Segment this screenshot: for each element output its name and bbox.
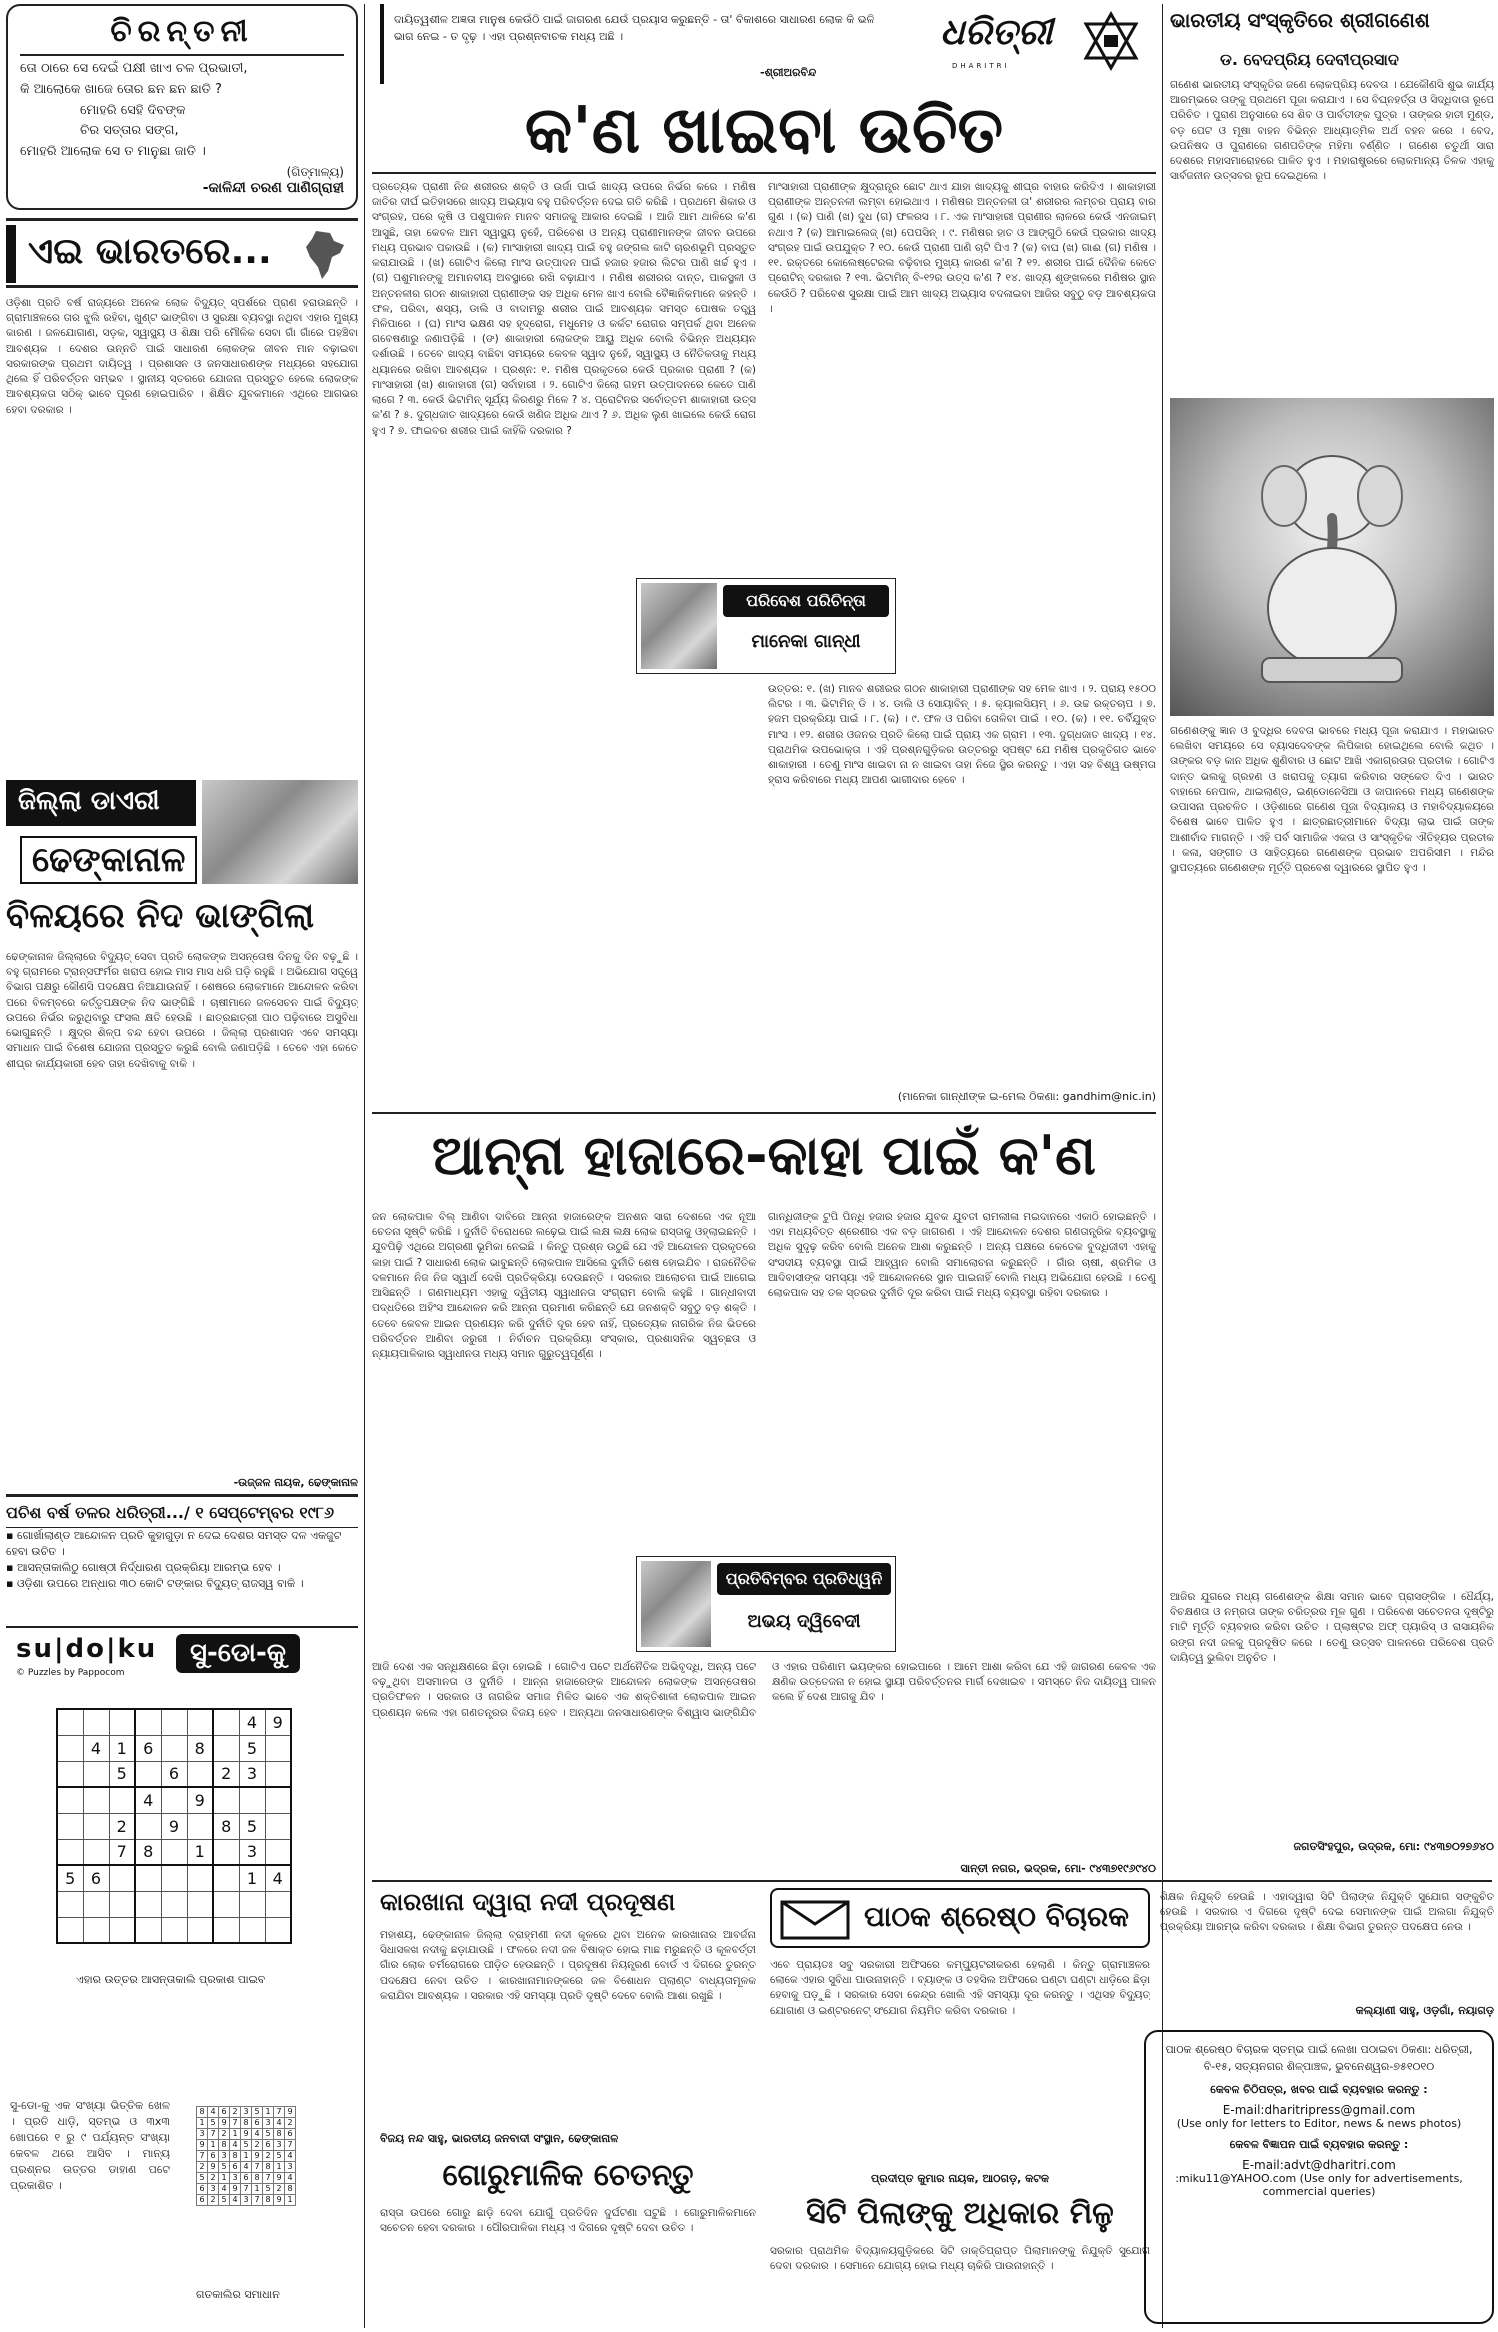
sudoku-note: ଏହାର ଉତ୍ତର ଆସନ୍ତାକାଲି ପ୍ରକାଶ ପାଇବ [76, 1973, 266, 1986]
solution-cell: 2 [208, 2173, 219, 2184]
solution-cell: 2 [263, 2151, 274, 2162]
sudoku-cell: 6 [83, 1865, 109, 1891]
solution-cell: 8 [252, 2173, 263, 2184]
solution-cell: 5 [219, 2162, 230, 2173]
sudoku-cell: 5 [239, 1813, 265, 1839]
poem-line: କି ଆଲୋକେ ଖାଜେ ତୋର ଛନ ଛନ ଛାତି ? [20, 81, 222, 97]
solution-cell: 5 [208, 2118, 219, 2129]
solution-cell: 2 [208, 2195, 219, 2206]
sudoku-cell [135, 1865, 161, 1891]
sudoku-cell [57, 1839, 83, 1865]
solution-cell: 4 [241, 2162, 252, 2173]
solution-cell: 6 [263, 2140, 274, 2151]
solution-cell: 8 [263, 2162, 274, 2173]
sudoku-cell [135, 1813, 161, 1839]
sudoku-rules: ସୁ-ଡୋ-କୁ ଏକ ସଂଖ୍ୟା ଭିତ୍ତିକ ଖେଳ । ପ୍ରତି ଧାଡ଼ି, ସ୍ତମ୍ଭ ଓ ୩x୩ ଖୋପରେ ୧ ରୁ ୯ ପର୍ଯ୍ୟନ୍ତ ସଂଖ୍ୟା କେବଳ ଥରେ ଆସିବ । ମାନ୍ୟ ପ୍ରଶ୍ନର ଉତ୍ତର ଡାହାଣ ପଟେ ପ୍ରକାଶିତ । [10, 2099, 170, 2192]
sudoku-cell: 6 [135, 1735, 161, 1761]
sudoku-cell [213, 1917, 239, 1943]
letter1-sign: ବିଜୟ ନନ୍ଦ ସାହୁ, ଭାରତୀୟ ଜନବାଦୀ ସଂସ୍ଥାନ, ଢେଙ୍କାନାଳ [380, 2132, 619, 2145]
solution-cell: 3 [219, 2151, 230, 2162]
poem-source: (ଗିତ୍ମାଳ୍ୟ) [286, 164, 344, 179]
sudoku-cell [161, 1709, 187, 1735]
section-body: ଓଡ଼ିଶା ପ୍ରତି ବର୍ଷ ରାଜ୍ୟରେ ଅନେକ ଲୋକ ବିଦ୍ୟୁତ୍ ସ୍ପର୍ଶରେ ପ୍ରାଣ ହରାଉଛନ୍ତି । ଗ୍ରାମାଞ୍ଚଳରେ ତାର ଝୁଲି ରହିବା, ଖୁଣ୍ଟ ଭାଙ୍ଗିବା ଓ ସୁରକ୍ଷା ବ୍ୟବସ୍ଥା ନଥିବା ଏହାର ମୁଖ୍ୟ କାରଣ । ଜଳଯୋଗାଣ, ସଡ଼କ, ସ୍ୱାସ୍ଥ୍ୟ ଓ ଶିକ୍ଷା ପରି ମୌଳିକ ସେବା ଗାଁ ଗାଁରେ ପହଞ୍ଚିବା ଆବଶ୍ୟକ । ଦେଶର ଉନ୍ନତି ପାଇଁ ସାଧାରଣ ଲୋକଙ୍କ ଜୀବନ ମାନ ବଢ଼ାଇବା ସରକାରଙ୍କ ପ୍ରଥମ ଦାୟିତ୍ୱ । ପ୍ରଶାସନ ଓ ଜନସାଧାରଣଙ୍କ ମଧ୍ୟରେ ସହଯୋଗ ଥିଲେ ହିଁ ପରିବର୍ତ୍ତନ ସମ୍ଭବ । ସ୍ଥାନୀୟ ସ୍ତରରେ ଯୋଜନା ପ୍ରସ୍ତୁତ ହେଲେ ଲୋକଙ୍କ ଆବଶ୍ୟକତା ସଠିକ୍ ଭାବେ ପୂରଣ ହୋଇପାରିବ । ଶିକ୍ଷିତ ଯୁବକମାନେ ଏଥିରେ ଆଗଭର ହେବା ଦରକାର । [6, 297, 358, 416]
sudoku-cell [187, 1865, 213, 1891]
right-headline: ଭାରତୀୟ ସଂସ୍କୃତିରେ ଶ୍ରୀଗଣେଶ [1170, 8, 1430, 32]
sudoku-cell [109, 1787, 135, 1813]
poem-title: ଚିରନ୍ତନୀ [110, 14, 254, 49]
sudoku-cell [83, 1813, 109, 1839]
sudoku-cell [57, 1735, 83, 1761]
solution-cell: 3 [274, 2140, 285, 2151]
solution-cell: 8 [263, 2195, 274, 2206]
envelope-icon [780, 1900, 850, 1940]
solution-cell: 3 [197, 2129, 208, 2140]
solution-cell: 1 [252, 2184, 263, 2195]
solution-cell: 6 [197, 2184, 208, 2195]
flashback-item: ▪ ଗୋର୍ଖାଲାଣ୍ଡ ଆନ୍ଦୋଳନ ପ୍ରତି କୁହାଗୁଡ଼ା ନ ଦେଇ ଦେଶର ସମସ୍ତ ଦଳ ଏକଜୁଟ ହେବା ଉଚିତ । [6, 1529, 342, 1558]
sudoku-cell [239, 1787, 265, 1813]
contact-intro: ପାଠକ ଶ୍ରେଷ୍ଠ ବିଚାରକ ସ୍ତମ୍ଭ ପାଇଁ ଲେଖା ପଠାଇବା ଠିକଣା: ଧରିତ୍ରୀ, ବି-୧୫, ସତ୍ୟନଗର ଶିଳ୍ପାଞ୍ଚଳ, ଭୁବନେଶ୍ୱର-୭୫୧୦୧୦ [1165, 2043, 1473, 2073]
dharitri-logo-tag: DHARITRI [952, 62, 1010, 70]
sudoku-cell [57, 1761, 83, 1787]
sudoku-cell-row [57, 1813, 291, 1839]
solution-cell: 7 [252, 2162, 263, 2173]
right-address: ଜଗତସିଂହପୁର, ଉଦ୍ରକ, ମୋ: ୯୪୩୭୦୨୭୬୪୦ [1293, 1840, 1494, 1853]
solution-cell: 2 [219, 2129, 230, 2140]
solution-cell: 3 [230, 2173, 241, 2184]
sudoku-cell [213, 1709, 239, 1735]
sudoku-cell [135, 1917, 161, 1943]
solution-cell-row [197, 2184, 296, 2195]
sudoku-cell [161, 1839, 187, 1865]
sudoku-cell [83, 1917, 109, 1943]
sudoku-cell [161, 1865, 187, 1891]
column-author: ମାନେକା ଗାନ୍ଧୀ [751, 631, 861, 652]
flashback-title: ପଚିଶ ବର୍ଷ ତଳର ଧରିତ୍ରୀ.../ ୧ ସେପ୍ଟେମ୍ବର ୧୯୮୬ [6, 1497, 358, 1528]
right-author: ଡ. ବେଦପ୍ରିୟ ଦେବୀପ୍ରସାଦ [1220, 50, 1399, 69]
district-photo [202, 780, 358, 884]
sudoku-cell-row [57, 1709, 291, 1735]
solution-cell-row [197, 2162, 296, 2173]
solution-cell: 3 [241, 2107, 252, 2118]
solution-cell: 1 [274, 2162, 285, 2173]
main-body-col2: ମାଂସାହାରୀ ପ୍ରାଣୀଙ୍କ କ୍ଷୁଦ୍ରାନ୍ତ୍ର ଛୋଟ ଥାଏ ଯାହା ଖାଦ୍ୟକୁ ଶୀଘ୍ର ବାହାର କରିଦିଏ । ଶାକାହାରୀ ପ୍ରାଣୀଙ୍କ ଅନ୍ତନଳୀ ଲମ୍ବା ହୋଇଥାଏ । ମଣିଷର ଅନ୍ତନଳୀ ତା' ଶରୀରର ଲମ୍ବର ପ୍ରାୟ ବାର ଗୁଣ । (କ) ପାଣି (ଖ) ଦୁଧ (ଗ) ଫଳରସ । ୮. ଏକ ମାଂସାହାରୀ ପ୍ରାଣୀର ଲାଳରେ କେଉଁ ଏନଜାଇମ୍ ନଥାଏ ? (କ) ଆମାଇଲେଜ୍ (ଖ) ପେପସିନ୍ । ୯. ମଣିଷର ହାତ ଓ ଆଙ୍ଗୁଠି କେଉଁ ପ୍ରକାର ଖାଦ୍ୟ ସଂଗ୍ରହ ପାଇଁ ଉପଯୁକ୍ତ ? ୧୦. କେଉଁ ପ୍ରାଣୀ ପାଣି ଚାଟି ପିଏ ? (କ) ବାଘ (ଖ) ଗାଈ (ଗ) ମଣିଷ । ୧୧. ରକ୍ତରେ କୋଲେଷ୍ଟେରଲ ବଢ଼ିବାର ମୁଖ୍ୟ କାରଣ କ'ଣ ? ୧୨. ଶରୀର ପାଇଁ ଦୈନିକ କେତେ ପ୍ରୋଟିନ୍ ଦରକାର ? ୧୩. ଭିଟାମିନ୍ ବି-୧୨ର ଉତ୍ସ କ'ଣ ? ୧୪. ଖାଦ୍ୟ ଶୃଙ୍ଖଳରେ ମଣିଷର ସ୍ଥାନ କେଉଁଠି ? ପରିବେଶ ସୁରକ୍ଷା ପାଇଁ ଆମ ଖାଦ୍ୟ ଅଭ୍ୟାସ ବଦଳାଇବା ଆଜିର ସବୁଠୁ ବଡ଼ ଆବଶ୍ୟକତା । [768, 181, 1156, 315]
sudoku-cell: 1 [187, 1839, 213, 1865]
sudoku-cell [187, 1761, 213, 1787]
sudoku-cell: 9 [265, 1709, 291, 1735]
solution-cell: 5 [263, 2129, 274, 2140]
sudoku-cell [135, 1709, 161, 1735]
solution-cell-row [197, 2140, 296, 2151]
sudoku-cell: 3 [239, 1761, 265, 1787]
solution-cell: 9 [285, 2107, 296, 2118]
solution-cell: 2 [252, 2140, 263, 2151]
sudoku-cell [109, 1891, 135, 1917]
solution-cell: 4 [208, 2107, 219, 2118]
sudoku-cell: 5 [239, 1735, 265, 1761]
contact-email3[interactable]: :miku11@YAHOO.com (Use only for advertisements, commercial queries) [1175, 2172, 1463, 2198]
sudoku-cell: 9 [161, 1813, 187, 1839]
sudoku-cell [57, 1813, 83, 1839]
sudoku-cell [265, 1839, 291, 1865]
solution-cell: 5 [252, 2107, 263, 2118]
solution-cell: 2 [230, 2107, 241, 2118]
sudoku-cell: 5 [109, 1761, 135, 1787]
solution-cell: 2 [285, 2118, 296, 2129]
sudoku-cell [83, 1709, 109, 1735]
notice-body: ଶିକ୍ଷକ ନିଯୁକ୍ତି ହେଉଛି । ଏହାଦ୍ୱାରା ସିଟି ପିଲାଙ୍କ ନିଯୁକ୍ତି ସୁଯୋଗ ସଙ୍କୁଚିତ ହେଉଛି । ସରକାର ଏ ଦିଗରେ ଦୃଷ୍ଟି ଦେଇ ସେମାନଙ୍କ ପାଇଁ ଅଲଗା ନିଯୁକ୍ତି ପ୍ରକ୍ରିୟା ଆରମ୍ଭ କରିବା ଦରକାର । ଶିକ୍ଷା ବିଭାଗ ତୁରନ୍ତ ପଦକ୍ଷେପ ନେଉ । [1160, 1891, 1494, 1934]
sudoku-cell-row [57, 1917, 291, 1943]
sudoku-cell [187, 1813, 213, 1839]
solution-cell: 7 [208, 2129, 219, 2140]
solution-cell: 8 [274, 2129, 285, 2140]
sudoku-cell: 4 [83, 1735, 109, 1761]
solution-cell: 4 [274, 2118, 285, 2129]
sudoku-title: ସୁ-ଡୋ-କୁ [176, 1634, 300, 1673]
sudoku-grid [56, 1708, 292, 1944]
solution-cell-row [197, 2129, 296, 2140]
sudoku-cell [161, 1735, 187, 1761]
sudoku-cell [213, 1839, 239, 1865]
solution-cell: 6 [241, 2173, 252, 2184]
solution-cell: 9 [197, 2140, 208, 2151]
flashback-item: ▪ ଆସନ୍ତାକାଲିଠୁ ଗୋଷ୍ଠୀ ନିର୍ଦ୍ଧାରଣ ପ୍ରକ୍ରିୟା ଆରମ୍ଭ ହେବ । [6, 1560, 281, 1574]
sudoku-cell [265, 1917, 291, 1943]
solution-cell: 8 [285, 2184, 296, 2195]
main-body-col3: ଉତ୍ତର: ୧. (ଖ) ମାନବ ଶରୀରର ଗଠନ ଶାକାହାରୀ ପ୍ରାଣୀଙ୍କ ସହ ମେଳ ଖାଏ । ୨. ପ୍ରାୟ ୧୫୦୦ ଲିଟର । ୩. ଭିଟାମିନ୍ ଡି । ୪. ଡାଲି ଓ ସୋୟାବିନ୍ । ୫. କ୍ୟାଲସିୟମ୍ । ୬. ଉଚ୍ଚ ରକ୍ତଚାପ । ୭. ହଜମ ପ୍ରକ୍ରିୟା ପାଇଁ । ୮. (କ) । ୯. ଫଳ ଓ ପରିବା ତୋଳିବା ପାଇଁ । ୧୦. (କ) । ୧୧. ଚର୍ବିଯୁକ୍ତ ମାଂସ । ୧୨. ଶରୀର ଓଜନର ପ୍ରତି କିଲୋ ପାଇଁ ପ୍ରାୟ ଏକ ଗ୍ରାମ । ୧୩. ଦୁଗ୍ଧଜାତ ଖାଦ୍ୟ । ୧୪. ପ୍ରାଥମିକ ଉପଭୋକ୍ତା । ଏହି ପ୍ରଶ୍ନଗୁଡ଼ିକର ଉତ୍ତରରୁ ସ୍ପଷ୍ଟ ଯେ ମଣିଷ ପ୍ରକୃତିଗତ ଭାବେ ଶାକାହାରୀ । ତେଣୁ ମାଂସ ଖାଇବା ନା ନ ଖାଇବା ତାହା ନିଜେ ସ୍ଥିର କରନ୍ତୁ । ଏହା ସହ ବିଶ୍ୱ ଉଷ୍ମତା ହ୍ରାସ କରିବାରେ ମଧ୍ୟ ଆପଣ ଭାଗୀଦାର ହେବେ । [768, 683, 1156, 787]
sudoku-cell [239, 1917, 265, 1943]
letter1-title: କାରଖାନା ଦ୍ୱାରା ନଦୀ ପ୍ରଦୂଷଣ [380, 1888, 676, 1916]
sudoku-cell [83, 1787, 109, 1813]
solution-cell: 9 [252, 2151, 263, 2162]
poem-line: ତୋ ଠାରେ ସେ ଦେଇଁ ପକ୍ଷୀ ଖାଏ ଚଳ ପ୍ରଭାତୀ, [20, 61, 248, 76]
district-byline: -ଉଜ୍ଜଳ ନାୟକ, ଢେଙ୍କାନାଳ [233, 1476, 358, 1489]
solution-cell: 5 [274, 2151, 285, 2162]
sudoku-cell: 4 [135, 1787, 161, 1813]
ganesha-image [1170, 398, 1494, 716]
solution-cell: 5 [263, 2184, 274, 2195]
column-author-box [636, 578, 896, 674]
solution-cell-row [197, 2195, 296, 2206]
solution-cell: 4 [252, 2129, 263, 2140]
solution-cell: 9 [208, 2162, 219, 2173]
contact-note2: (Use only for letters to Editor, news & news photos) [1176, 2117, 1462, 2130]
sudoku-cell: 6 [161, 1761, 187, 1787]
solution-cell: 1 [219, 2173, 230, 2184]
india-map-icon [296, 227, 352, 283]
letters-banner [770, 1888, 1150, 1948]
second-body-col1: ଜନ ଲୋକପାଳ ବିଲ୍ ଆଣିବା ଦାବିରେ ଆନ୍ନା ହାଜାରେଙ୍କ ଅନଶନ ସାରା ଦେଶରେ ଏକ ନୂଆ ଚେତନା ସୃଷ୍ଟି କରିଛି । ଦୁର୍ନୀତି ବିରୋଧରେ ଲଢ଼େଇ ପାଇଁ ଲକ୍ଷ ଲକ୍ଷ ଲୋକ ରାସ୍ତାକୁ ଓହ୍ଲାଇଛନ୍ତି । ଯୁବପିଢ଼ି ଏଥିରେ ଅଗ୍ରଣୀ ଭୂମିକା ନେଇଛି । କିନ୍ତୁ ପ୍ରଶ୍ନ ଉଠୁଛି ଯେ ଏହି ଆନ୍ଦୋଳନ ପ୍ରକୃତରେ କାହା ପାଇଁ ? ସାଧାରଣ ଲୋକ ଭାବୁଛନ୍ତି ଲୋକପାଳ ଆସିଲେ ଦୁର୍ନୀତି ଶେଷ ହୋଇଯିବ । ରାଜନୈତିକ ଦଳମାନେ ନିଜ ନିଜ ସ୍ୱାର୍ଥ ଦେଖି ପ୍ରତିକ୍ରିୟା ଦେଉଛନ୍ତି । ସରକାର ଆଲୋଚନା ପାଇଁ ଆଗେଇ ଆସିଛନ୍ତି । ଗଣମାଧ୍ୟମ ଏହାକୁ ଦ୍ୱିତୀୟ ସ୍ୱାଧୀନତା ସଂଗ୍ରାମ ବୋଲି କହୁଛି । ଗାନ୍ଧୀବାଦୀ ପଦ୍ଧତିରେ ଅହିଂସ ଆନ୍ଦୋଳନ କରି ଆନ୍ନା ପ୍ରମାଣ କରିଛନ୍ତି ଯେ ଜନଶକ୍ତି ସବୁଠୁ ବଡ଼ ଶକ୍ତି । ତେବେ କେବଳ ଆଇନ ପ୍ରଣୟନ କରି ଦୁର୍ନୀତି ଦୂର ହେବ ନାହିଁ, ପ୍ରତ୍ୟେକ ନାଗରିକ ନିଜ ଭିତରେ ପରିବର୍ତ୍ତନ ଆଣିବା ଜରୁରୀ । ନିର୍ବାଚନ ପ୍ରକ୍ରିୟା ସଂସ୍କାର, ପ୍ରଶାସନିକ ସ୍ୱଚ୍ଛତା ଓ ନ୍ୟାୟପାଳିକାର ସ୍ୱାଧୀନତା ମଧ୍ୟ ସମାନ ଗୁରୁତ୍ୱପୂର୍ଣ୍ଣ । [372, 1211, 756, 1360]
solution-cell: 2 [197, 2162, 208, 2173]
previous-solution-label: ଗତକାଲିର ସମାଧାନ [196, 2288, 280, 2301]
letter3-sign: ପ୍ରଦୀପ୍ତ କୁମାର ନାୟକ, ଆଠଗଡ଼, କଟକ [871, 2172, 1049, 2185]
masthead-quote-author: -ଶ୍ରୀଅରବିନ୍ଦ [760, 66, 817, 79]
poem-box [6, 4, 358, 210]
sudoku-cell: 7 [109, 1839, 135, 1865]
column-label: ପରିବେଶ ପରିଚିନ୍ତା [723, 585, 889, 617]
sudoku-cell: 8 [135, 1839, 161, 1865]
sudoku-cell: 1 [239, 1865, 265, 1891]
flashback-item: ▪ ଓଡ଼ିଶା ଉପରେ ଅନ୍ଧାର ୩୦ କୋଟି ଟଙ୍କାର ବିଦ୍ୟୁତ୍ ରାଜସ୍ୱ ବାକି । [6, 1576, 304, 1590]
solution-cell-row [197, 2107, 296, 2118]
sudoku-cell: 4 [265, 1865, 291, 1891]
star-emblem-icon [1080, 10, 1142, 72]
poem-line: ମୋହରି ଆଲୋକ ସେ ତ ମାନୁଛା ଜାତି । [20, 144, 206, 160]
letter4-body: ସରକାର ପ୍ରାଥମିକ ବିଦ୍ୟାଳୟଗୁଡ଼ିକରେ ସିଟି ଡାକ୍ତିପ୍ରାପ୍ତ ପିଲାମାନଙ୍କୁ ନିଯୁକ୍ତି ସୁଯୋଗ ଦେବା ଦରକାର । ସେମାନେ ଯୋଗ୍ୟ ହୋଇ ମଧ୍ୟ ଚାକିରି ପାଉନାହାନ୍ତି । [770, 2245, 1150, 2273]
letter3-body: ଏବେ ପ୍ରାୟତଃ ସବୁ ସରକାରୀ ଅଫିସରେ କମ୍ପ୍ୟୁଟରୀକରଣ ହେଲାଣି । କିନ୍ତୁ ଗ୍ରାମାଞ୍ଚଳର ଲୋକେ ଏହାର ସୁବିଧା ପାଉନାହାନ୍ତି । ବ୍ୟାଙ୍କ ଓ ତହସିଲ ଅଫିସରେ ଘଣ୍ଟା ଘଣ୍ଟା ଧାଡ଼ିରେ ଛିଡ଼ା ହେବାକୁ ପଡ଼ୁଛି । ସରକାର ସେବା କେନ୍ଦ୍ର ଖୋଲି ଏହି ସମସ୍ୟା ଦୂର କରନ୍ତୁ । ଏଥିସହ ବିଦ୍ୟୁତ୍ ଯୋଗାଣ ଓ ଇଣ୍ଟରନେଟ୍ ସଂଯୋଗ ନିୟମିତ କରିବା ଦରକାର । [770, 1959, 1150, 2017]
column2-author-box [636, 1556, 896, 1652]
solution-cell: 1 [208, 2140, 219, 2151]
sudoku-cell: 2 [213, 1761, 239, 1787]
solution-cell: 7 [230, 2118, 241, 2129]
author2-photo [641, 1561, 711, 1647]
solution-cell: 6 [285, 2129, 296, 2140]
column-email: (ମାନେକା ଗାନ୍ଧୀଙ୍କ ଇ-ମେଲ ଠିକଣା: gandhim@nic.in) [897, 1090, 1156, 1103]
sudoku-credit: © Puzzles by Pappocom [16, 1668, 125, 1678]
poem-lines [20, 59, 344, 163]
poem-line: ମୋହରି ସେହି ଦିବଙ୍କ [80, 102, 186, 118]
sudoku-cell: 2 [109, 1813, 135, 1839]
sudoku-cell [187, 1891, 213, 1917]
sudoku-cell [161, 1891, 187, 1917]
poem-line: ଚିର ସତ୍ତାର ସଙ୍ଗ, [80, 123, 179, 139]
sudoku-cell [57, 1787, 83, 1813]
masthead [380, 4, 1150, 92]
sudoku-cell [109, 1709, 135, 1735]
letter1-body: ମହାଶୟ, ଢେଙ୍କାନାଳ ଜିଲ୍ଲା ବ୍ରାହ୍ମଣୀ ନଦୀ କୂଳରେ ଥିବା ଅନେକ କାରଖାନାର ଆବର୍ଜନା ସିଧାସଳଖ ନଦୀକୁ ଛଡ଼ାଯାଉଛି । ଫଳରେ ନଦୀ ଜଳ ବିଷାକ୍ତ ହୋଇ ମାଛ ମରୁଛନ୍ତି ଓ କୂଳବର୍ତ୍ତୀ ଗାଁର ଲୋକ ଚର୍ମରୋଗରେ ପୀଡ଼ିତ ହେଉଛନ୍ତି । ପ୍ରଦୂଷଣ ନିୟନ୍ତ୍ରଣ ବୋର୍ଡ ଏ ଦିଗରେ ତୁରନ୍ତ ପଦକ୍ଷେପ ନେବା ଉଚିତ । କାରଖାନାମାନଙ୍କରେ ଜଳ ବିଶୋଧନ ପ୍ଲାଣ୍ଟ ବାଧ୍ୟତାମୂଳକ କରାଯିବା ଆବଶ୍ୟକ । ସରକାର ଏହି ସମସ୍ୟା ପ୍ରତି ଦୃଷ୍ଟି ଦେବେ ବୋଲି ଆଶା ରଖୁଛି । [380, 1929, 756, 2002]
flashback-box [6, 1494, 358, 1618]
solution-cell: 3 [208, 2184, 219, 2195]
sudoku-cell [83, 1891, 109, 1917]
sudoku-cell-row [57, 1839, 291, 1865]
solution-cell: 7 [285, 2140, 296, 2151]
solution-cell: 6 [219, 2107, 230, 2118]
poem-author: -କାଳିନ୍ଦୀ ଚରଣ ପାଣିଗ୍ରାହୀ [202, 179, 344, 196]
solution-cell: 3 [285, 2162, 296, 2173]
solution-cell: 3 [263, 2118, 274, 2129]
sudoku-cell [265, 1735, 291, 1761]
dharitri-logo: ଧରିତ୍ରୀ [940, 12, 1053, 53]
sudoku-cell [187, 1709, 213, 1735]
district-body: ଢେଙ୍କାନାଳ ଜିଲ୍ଲାରେ ବିଦ୍ୟୁତ୍ ସେବା ପ୍ରତି ଲୋକଙ୍କ ଅସନ୍ତୋଷ ଦିନକୁ ଦିନ ବଢ଼ୁଛି । ବହୁ ଗ୍ରାମରେ ଟ୍ରାନ୍ସଫର୍ମର ଖରାପ ହୋଇ ମାସ ମାସ ଧରି ପଡ଼ି ରହୁଛି । ଅଭିଯୋଗ ସତ୍ତ୍ୱେ ବିଭାଗ ପକ୍ଷରୁ କୌଣସି ପଦକ୍ଷେପ ନିଆଯାଉନାହିଁ । ଶେଷରେ ଲୋକମାନେ ଆନ୍ଦୋଳନ କରିବା ପରେ ବିଳମ୍ବରେ କର୍ତ୍ତୃପକ୍ଷଙ୍କ ନିଦ ଭାଙ୍ଗିଛି । ଚାଷୀମାନେ ଜଳସେଚନ ପାଇଁ ବିଦ୍ୟୁତ୍ ଉପରେ ନିର୍ଭର କରୁଥିବାରୁ ଫସଲ କ୍ଷତି ହେଉଛି । ଛାତ୍ରଛାତ୍ରୀ ପାଠ ପଢ଼ିବାରେ ଅସୁବିଧା ଭୋଗୁଛନ୍ତି । କ୍ଷୁଦ୍ର ଶିଳ୍ପ ବନ୍ଦ ହେବା ଉପରେ । ଜିଲ୍ଲା ପ୍ରଶାସନ ଏବେ ସମସ୍ୟା ସମାଧାନ ପାଇଁ ବିଶେଷ ଯୋଜନା ପ୍ରସ୍ତୁତ କରୁଛି ବୋଲି ଜଣାପଡ଼ିଛି । ତେବେ ଏହା କେତେ ଶୀଘ୍ର କାର୍ଯ୍ୟକାରୀ ହେବ ତାହା ଦେଖିବାକୁ ବାକି । [6, 951, 358, 1070]
sudoku-cell [83, 1761, 109, 1787]
sudoku-cell-row [57, 1761, 291, 1787]
sudoku-cell [161, 1787, 187, 1813]
solution-cell: 4 [285, 2151, 296, 2162]
contact-box [1144, 2030, 1494, 2324]
solution-cell: 8 [219, 2140, 230, 2151]
sudoku-cell [265, 1813, 291, 1839]
sudoku-cell [57, 1891, 83, 1917]
section-banner: ଏଇ ଭାରତରେ... [28, 231, 272, 272]
solution-cell: 6 [230, 2162, 241, 2173]
main-body-col1: ପ୍ରତ୍ୟେକ ପ୍ରାଣୀ ନିଜ ଶରୀରର ଶକ୍ତି ଓ ଉର୍ଜା ପାଇଁ ଖାଦ୍ୟ ଉପରେ ନିର୍ଭର କରେ । ମଣିଷ ଜାତିର ଦୀର୍ଘ ଇତିହାସରେ ଖାଦ୍ୟ ଅଭ୍ୟାସ ବହୁ ପରିବର୍ତ୍ତନ ଦେଇ ଗତି କରିଛି । ପ୍ରଥମେ ଶିକାର ଓ ସଂଗ୍ରହ, ପରେ କୃଷି ଓ ପଶୁପାଳନ ମାନବ ସମାଜକୁ ଆକାର ଦେଇଛି । ଆଜି ଆମ ଥାଳିରେ କ'ଣ ଆସୁଛି, ତାହା କେବଳ ଆମ ସ୍ୱାସ୍ଥ୍ୟ ନୁହେଁ, ପରିବେଶ ଓ ଅନ୍ୟ ପ୍ରାଣୀମାନଙ୍କ ଜୀବନ ଉପରେ ମଧ୍ୟ ପ୍ରଭାବ ପକାଉଛି । (କ) ମାଂସାହାରୀ ଖାଦ୍ୟ ପାଇଁ ବହୁ ଜଙ୍ଗଲ କାଟି ଚାରଣଭୂମି ପ୍ରସ୍ତୁତ କରାଯାଉଛି । (ଖ) ଗୋଟିଏ କିଲୋ ମାଂସ ଉତ୍ପାଦନ ପାଇଁ ହଜାର ହଜାର ଲିଟର ପାଣି ଖର୍ଚ୍ଚ ହୁଏ । (ଗ) ପଶୁମାନଙ୍କୁ ଅମାନବୀୟ ଅବସ୍ଥାରେ ରଖି ବଢ଼ାଯାଏ । ମଣିଷ ଶରୀରର ଦାନ୍ତ, ପାକସ୍ଥଳୀ ଓ ଅନ୍ତନଳୀର ଗଠନ ଶାକାହାରୀ ପ୍ରାଣୀଙ୍କ ସହ ଅଧିକ ମେଳ ଖାଏ ବୋଲି ବୈଜ୍ଞାନିକମାନେ କହନ୍ତି । ଫଳ, ପରିବା, ଶସ୍ୟ, ଡାଲି ଓ ବାଦାମରୁ ଶରୀର ପାଇଁ ଆବଶ୍ୟକ ସମସ୍ତ ପୋଷକ ତତ୍ତ୍ୱ ମିଳିପାରେ । (ଘ) ମାଂସ ଭକ୍ଷଣ ସହ ହୃଦ୍‌ରୋଗ, ମଧୁମେହ ଓ କର୍କଟ ରୋଗର ସମ୍ପର୍କ ଥିବା ଅନେକ ଗବେଷଣାରୁ ଜଣାପଡ଼ିଛି । (ଙ) ଶାକାହାରୀ ଲୋକଙ୍କ ଆୟୁ ଅଧିକ ବୋଲି ବିଭିନ୍ନ ଅଧ୍ୟୟନ ଦର୍ଶାଉଛି । ତେବେ ଖାଦ୍ୟ ବାଛିବା ସମୟରେ କେବଳ ସ୍ୱାଦ ନୁହେଁ, ସ୍ୱାସ୍ଥ୍ୟ ଓ ନୈତିକତାକୁ ମଧ୍ୟ ଧ୍ୟାନରେ ରଖିବା ଆବଶ୍ୟକ । ପ୍ରଶ୍ନ: ୧. ମଣିଷ ପ୍ରକୃତରେ କେଉଁ ପ୍ରକାର ପ୍ରାଣୀ ? (କ) ମାଂସାହାରୀ (ଖ) ଶାକାହାରୀ (ଗ) ସର୍ବାହାରୀ । ୨. ଗୋଟିଏ କିଲୋ ଗହମ ଉତ୍ପାଦନରେ କେତେ ପାଣି ଲାଗେ ? ୩. କେଉଁ ଭିଟାମିନ୍ ସୂର୍ଯ୍ୟ କିରଣରୁ ମିଳେ ? ୪. ପ୍ରୋଟିନର ସର୍ବୋତ୍ତମ ଶାକାହାରୀ ଉତ୍ସ କ'ଣ ? ୫. ଦୁଗ୍ଧଜାତ ଖାଦ୍ୟରେ କେଉଁ ଖଣିଜ ଅଧିକ ଥାଏ ? ୬. ଅଧିକ ଲୁଣ ଖାଇଲେ କେଉଁ ରୋଗ ହୁଏ ? ୭. ଫାଇବର ଶରୀର ପାଇଁ କାହିଁକି ଦରକାର ? [372, 181, 756, 437]
district-diary [6, 780, 358, 890]
solution-cell: 5 [241, 2140, 252, 2151]
solution-cell: 9 [219, 2118, 230, 2129]
solution-cell: 1 [230, 2129, 241, 2140]
solution-cell: 1 [285, 2195, 296, 2206]
sudoku-cell-row [57, 1735, 291, 1761]
letters-banner-text: ପାଠକ ଶ୍ରେଷ୍ଠ ବିଚାରକ [864, 1900, 1129, 1933]
sudoku-cell [57, 1917, 83, 1943]
solution-cell: 6 [208, 2151, 219, 2162]
sudoku-logo: su|do|ku [16, 1634, 158, 1664]
sudoku-cell [109, 1917, 135, 1943]
contact-note3: କେବଳ ବିଜ୍ଞାପନ ପାଇଁ ବ୍ୟବହାର କରନ୍ତୁ : [1229, 2138, 1409, 2151]
solution-cell: 7 [197, 2151, 208, 2162]
sudoku-cell: 5 [57, 1865, 83, 1891]
solution-cell: 8 [230, 2151, 241, 2162]
sudoku-cell [265, 1761, 291, 1787]
second-address: ସାନ୍ତୀ ନଗର, ଭଦ୍ରକ, ମୋ- ୯୪୩୭୧୯୬୯୪୦ [960, 1862, 1156, 1875]
solution-cell-row [197, 2151, 296, 2162]
solution-cell: 5 [219, 2195, 230, 2206]
solution-cell: 7 [241, 2184, 252, 2195]
sudoku-cell [213, 1891, 239, 1917]
solution-cell: 4 [230, 2195, 241, 2206]
solution-cell: 5 [197, 2173, 208, 2184]
sudoku-cell [213, 1787, 239, 1813]
sudoku-cell [239, 1891, 265, 1917]
main-headline: କ'ଣ ଖାଇବା ଉଚିତ [524, 94, 1004, 168]
second-body-col2: ଗାନ୍ଧିଜୀଙ୍କ ଟୁପି ପିନ୍ଧି ହଜାର ହଜାର ଯୁବକ ଯୁବତୀ ରାମଲୀଳା ମଇଦାନରେ ଏକାଠି ହୋଇଛନ୍ତି । ଏହା ମଧ୍ୟବିତ୍ତ ଶ୍ରେଣୀର ଏକ ବଡ଼ ଜାଗରଣ । ଏହି ଆନ୍ଦୋଳନ ଦେଶର ଗଣତାନ୍ତ୍ରିକ ବ୍ୟବସ୍ଥାକୁ ଅଧିକ ସୁଦୃଢ଼ କରିବ ବୋଲି ଅନେକ ଆଶା କରୁଛନ୍ତି । ଅନ୍ୟ ପକ୍ଷରେ କେତେକ ବୁଦ୍ଧିଜୀବୀ ଏହାକୁ ସଂସଦୀୟ ବ୍ୟବସ୍ଥା ପାଇଁ ଆହ୍ୱାନ ବୋଲି ସମାଲୋଚନା କରୁଛନ୍ତି । ଗାଁର ଚାଷୀ, ଶ୍ରମିକ ଓ ଆଦିବାସୀଙ୍କ ସମସ୍ୟା ଏହି ଆନ୍ଦୋଳନରେ ସ୍ଥାନ ପାଇନାହିଁ ବୋଲି ମଧ୍ୟ ଅଭିଯୋଗ ହେଉଛି । ତେଣୁ ଲୋକପାଳ ସହ ତଳ ସ୍ତରର ଦୁର୍ନୀତି ଦୂର କରିବା ପାଇଁ ମଧ୍ୟ ବ୍ୟବସ୍ଥା ରହିବା ଦରକାର । [768, 1211, 1156, 1300]
flashback-item-text: ଓଡ଼ିଶା ଉପରେ ଅନ୍ଧାର ୩୦ କୋଟି ଟଙ୍କାର ବିଦ୍ୟୁତ୍ ରାଜସ୍ୱ ବାକି । [16, 1576, 304, 1590]
sudoku-section [6, 1626, 358, 2326]
flashback-item-text: ଆସନ୍ତାକାଲିଠୁ ଗୋଷ୍ଠୀ ନିର୍ଦ୍ଧାରଣ ପ୍ରକ୍ରିୟା ଆରମ୍ଭ ହେବ । [16, 1560, 281, 1574]
solution-cell: 9 [274, 2173, 285, 2184]
solution-cell: 4 [219, 2184, 230, 2195]
solution-cell: 7 [274, 2107, 285, 2118]
letter2-title: ଗୋରୁମାଳିକ ଚେତନ୍ତୁ [442, 2158, 694, 2193]
second-body-col3: ଆଜି ଦେଶ ଏକ ସନ୍ଧିକ୍ଷଣରେ ଛିଡ଼ା ହୋଇଛି । ଗୋଟିଏ ପଟେ ଅର୍ଥନୈତିକ ଅଭିବୃଦ୍ଧି, ଅନ୍ୟ ପଟେ ବଢ଼ୁଥିବା ଅସମାନତା ଓ ଦୁର୍ନୀତି । ଆନ୍ନା ହାଜାରେଙ୍କ ଆନ୍ଦୋଳନ ଲୋକଙ୍କ ଅସନ୍ତୋଷର ପ୍ରତିଫଳନ । ସରକାର ଓ ନାଗରିକ ସମାଜ ମିଳିତ ଭାବେ ଏକ ଶକ୍ତିଶାଳୀ ଲୋକପାଳ ଆଇନ ପ୍ରଣୟନ କଲେ ଏହା ଗଣତନ୍ତ୍ରର ବିଜୟ ହେବ । ଅନ୍ୟଥା ଜନସାଧାରଣଙ୍କ ବିଶ୍ୱାସ ଭାଙ୍ଗିଯିବ ଓ ଏହାର ପରିଣାମ ଭୟଙ୍କର ହୋଇପାରେ । ଆମେ ଆଶା କରିବା ଯେ ଏହି ଜାଗରଣ କେବଳ ଏକ କ୍ଷଣିକ ଉତ୍ତେଜନା ନ ହୋଇ ସ୍ଥାୟୀ ପରିବର୍ତ୍ତନର ମାର୍ଗ ଦେଖାଇବ । ସମସ୍ତେ ନିଜ ଦାୟିତ୍ୱ ପାଳନ କଲେ ହିଁ ଦେଶ ଆଗକୁ ଯିବ । [372, 1661, 1156, 1719]
district-headline: ବିଳୟରେ ନିଦ ଭାଙ୍ଗିଲା [6, 896, 315, 936]
previous-solution-grid [196, 2106, 296, 2206]
solution-cell: 4 [285, 2173, 296, 2184]
author-photo [641, 583, 717, 669]
sudoku-cell [57, 1709, 83, 1735]
masthead-quote: ଦାୟିତ୍ୱଶୀଳ ଅଜ୍ଞତା ମାନୁଷ କେଉଁଠି ପାଇଁ ଜାଗରଣ ଯେଉଁ ପ୍ରୟାସ କରୁଛନ୍ତି - ତା' ବିକାଶରେ ସାଧାରଣ ଲୋକ କି ଭଳି ଭାଗ ନେଇ - ତ ଦୃଢ଼ । ଏହା ପ୍ରଶ୍ନବାଚକ ମଧ୍ୟ ଅଛି । [394, 13, 875, 43]
contact-email2[interactable]: E-mail:advt@dharitri.com [1242, 2158, 1396, 2172]
sudoku-cell [187, 1917, 213, 1943]
notice-sign: କଲ୍ୟାଣୀ ସାହୁ, ଓଡ଼ଗାଁ, ନୟାଗଡ଼ [1355, 2004, 1494, 2017]
ganesha-figure-icon [1232, 438, 1432, 688]
sudoku-cell-row [57, 1891, 291, 1917]
district-label: ଜିଲ୍ଲା ଡାଏରୀ [18, 786, 160, 816]
sudoku-cell-row [57, 1787, 291, 1813]
solution-cell: 1 [263, 2107, 274, 2118]
solution-cell-row [197, 2118, 296, 2129]
solution-cell: 9 [274, 2195, 285, 2206]
sudoku-cell: 9 [187, 1787, 213, 1813]
solution-cell-row [197, 2173, 296, 2184]
sudoku-cell [83, 1839, 109, 1865]
column2-author: ଅଭୟ ଦ୍ୱିବେଦୀ [747, 1611, 861, 1632]
solution-cell: 9 [230, 2184, 241, 2195]
sudoku-cell [213, 1735, 239, 1761]
column2-label: ପ୍ରତିବିମ୍ବର ପ୍ରତିଧ୍ୱନି [717, 1563, 891, 1595]
solution-cell: 4 [230, 2140, 241, 2151]
solution-cell: 1 [197, 2118, 208, 2129]
sudoku-cell [213, 1865, 239, 1891]
letter4-title: ସିଟି ପିଲାଙ୍କୁ ଅଧିକାର ମିଳୁ [806, 2196, 1114, 2231]
sudoku-cell [135, 1891, 161, 1917]
sudoku-cell: 8 [187, 1735, 213, 1761]
sudoku-cell: 1 [109, 1735, 135, 1761]
sudoku-cell: 3 [239, 1839, 265, 1865]
sudoku-cell [161, 1917, 187, 1943]
sudoku-cell [265, 1891, 291, 1917]
contact-note1: କେବଳ ଚିଠିପତ୍ର, ଖବର ପାଇଁ ବ୍ୟବହାର କରନ୍ତୁ : [1210, 2083, 1428, 2096]
sudoku-cell: 8 [213, 1813, 239, 1839]
sudoku-cell [109, 1865, 135, 1891]
flashback-item-text: ଗୋର୍ଖାଲାଣ୍ଡ ଆନ୍ଦୋଳନ ପ୍ରତି କୁହାଗୁଡ଼ା ନ ଦେଇ ଦେଶର ସମସ୍ତ ଦଳ ଏକଜୁଟ ହେବା ଉଚିତ । [6, 1529, 342, 1558]
solution-cell: 9 [241, 2129, 252, 2140]
district-name: ଢେଙ୍କାନାଳ [20, 836, 197, 884]
right-body1: ଗଣେଶ ଭାରତୀୟ ସଂସ୍କୃତିର ଜଣେ ଲୋକପ୍ରିୟ ଦେବତା । ଯେକୌଣସି ଶୁଭ କାର୍ଯ୍ୟ ଆରମ୍ଭରେ ତାଙ୍କୁ ପ୍ରଥମେ ପୂଜା କରାଯାଏ । ସେ ବିଘ୍ନହର୍ତ୍ତା ଓ ସିଦ୍ଧିଦାତା ରୂପେ ପରିଚିତ । ପୁରାଣ ଅନୁସାରେ ସେ ଶିବ ଓ ପାର୍ବତୀଙ୍କ ପୁତ୍ର । ତାଙ୍କର ହାତୀ ମୁଣ୍ଡ, ବଡ଼ ପେଟ ଓ ମୂଷା ବାହନ ବିଭିନ୍ନ ଆଧ୍ୟାତ୍ମିକ ଅର୍ଥ ବହନ କରେ । ବେଦ, ଉପନିଷଦ ଓ ପୁରାଣରେ ଗଣପତିଙ୍କ ମହିମା ବର୍ଣ୍ଣିତ । ଗଣେଶ ଚତୁର୍ଥୀ ସାରା ଦେଶରେ ମହାସମାରୋହରେ ପାଳିତ ହୁଏ । ମହାରାଷ୍ଟ୍ରରେ ଲୋକମାନ୍ୟ ତିଳକ ଏହାକୁ ସାର୍ବଜନୀନ ଉତ୍ସବର ରୂପ ଦେଇଥିଲେ । [1170, 79, 1494, 183]
letter2-body: ରାସ୍ତା ଉପରେ ଗୋରୁ ଛାଡ଼ି ଦେବା ଯୋଗୁଁ ପ୍ରତିଦିନ ଦୁର୍ଘଟଣା ଘଟୁଛି । ଗୋରୁମାଳିକମାନେ ସଚେତନ ହେବା ଦରକାର । ପୌରପାଳିକା ମଧ୍ୟ ଏ ଦିଗରେ ଦୃଷ୍ଟି ଦେବା ଉଚିତ । [380, 2207, 756, 2235]
sudoku-cell: 4 [239, 1709, 265, 1735]
sudoku-cell-row [57, 1865, 291, 1891]
solution-cell: 1 [241, 2151, 252, 2162]
solution-cell: 2 [274, 2184, 285, 2195]
right-body3: ଆଜିର ଯୁଗରେ ମଧ୍ୟ ଗଣେଶଙ୍କ ଶିକ୍ଷା ସମାନ ଭାବେ ପ୍ରାସଙ୍ଗିକ । ଧୈର୍ଯ୍ୟ, ବିଚକ୍ଷଣତା ଓ ନମ୍ରତା ତାଙ୍କ ଚରିତ୍ରର ମୂଳ ଗୁଣ । ପରିବେଶ ସଚେତନତା ଦୃଷ୍ଟିରୁ ମାଟି ମୂର୍ତ୍ତି ବ୍ୟବହାର କରିବା ଉଚିତ । ପ୍ଲାଷ୍ଟର ଅଫ୍ ପ୍ୟାରିସ୍ ଓ ରାସାୟନିକ ରଙ୍ଗ ନଦୀ ଜଳକୁ ପ୍ରଦୂଷିତ କରେ । ତେଣୁ ଉତ୍ସବ ପାଳନରେ ପରିବେଶ ପ୍ରତି ଦାୟିତ୍ୱ ଭୁଲିବା ଅନୁଚିତ । [1170, 1591, 1494, 1664]
solution-cell: 6 [252, 2118, 263, 2129]
right-body2: ଗଣେଶଙ୍କୁ ଜ୍ଞାନ ଓ ବୁଦ୍ଧିର ଦେବତା ଭାବରେ ମଧ୍ୟ ପୂଜା କରାଯାଏ । ମହାଭାରତ ଲେଖିବା ସମୟରେ ସେ ବ୍ୟାସଦେବଙ୍କ ଲିପିକାର ହୋଇଥିଲେ ବୋଲି କଥିତ । ତାଙ୍କର ବଡ଼ କାନ ଅଧିକ ଶୁଣିବାର ଓ ଛୋଟ ଆଖି ଏକାଗ୍ରତାର ପ୍ରତୀକ । ଗୋଟିଏ ଦାନ୍ତ ଭଲକୁ ଗ୍ରହଣ ଓ ଖରାପକୁ ତ୍ୟାଗ କରିବାର ସଙ୍କେତ ଦିଏ । ଭାରତ ବାହାରେ ନେପାଳ, ଥାଇଲାଣ୍ଡ, ଇଣ୍ଡୋନେସିଆ ଓ ଜାପାନରେ ମଧ୍ୟ ଗଣେଶଙ୍କ ଉପାସନା ପ୍ରଚଳିତ । ଓଡ଼ିଶାରେ ଗଣେଶ ପୂଜା ବିଦ୍ୟାଳୟ ଓ ମହାବିଦ୍ୟାଳୟରେ ବିଶେଷ ଭାବେ ପାଳିତ ହୁଏ । ଛାତ୍ରଛାତ୍ରୀମାନେ ବିଦ୍ୟା ଲାଭ ପାଇଁ ତାଙ୍କ ଆଶୀର୍ବାଦ ମାଗନ୍ତି । ଏହି ପର୍ବ ସାମାଜିକ ଏକତା ଓ ସାଂସ୍କୃତିକ ଐତିହ୍ୟର ପ୍ରତୀକ । କଳା, ସଙ୍ଗୀତ ଓ ସାହିତ୍ୟରେ ଗଣେଶଙ୍କ ପ୍ରଭାବ ଅପରିସୀମ । ମନ୍ଦିର ସ୍ଥାପତ୍ୟରେ ଗଣେଶଙ୍କ ମୂର୍ତ୍ତି ପ୍ରବେଶ ଦ୍ୱାରରେ ସ୍ଥାପିତ ହୁଏ । [1170, 725, 1494, 874]
contact-email1[interactable]: E-mail:dharitripress@gmail.com [1222, 2103, 1416, 2117]
solution-cell: 7 [252, 2195, 263, 2206]
solution-cell: 8 [241, 2118, 252, 2129]
sudoku-cell [135, 1761, 161, 1787]
solution-cell: 8 [197, 2107, 208, 2118]
solution-cell: 7 [263, 2173, 274, 2184]
solution-cell: 3 [241, 2195, 252, 2206]
section-banner-bar [6, 218, 358, 288]
sudoku-cell [265, 1787, 291, 1813]
second-headline: ଆନ୍ନା ହାଜାରେ-କାହା ପାଇଁ କ'ଣ [431, 1124, 1097, 1187]
solution-cell: 6 [197, 2195, 208, 2206]
